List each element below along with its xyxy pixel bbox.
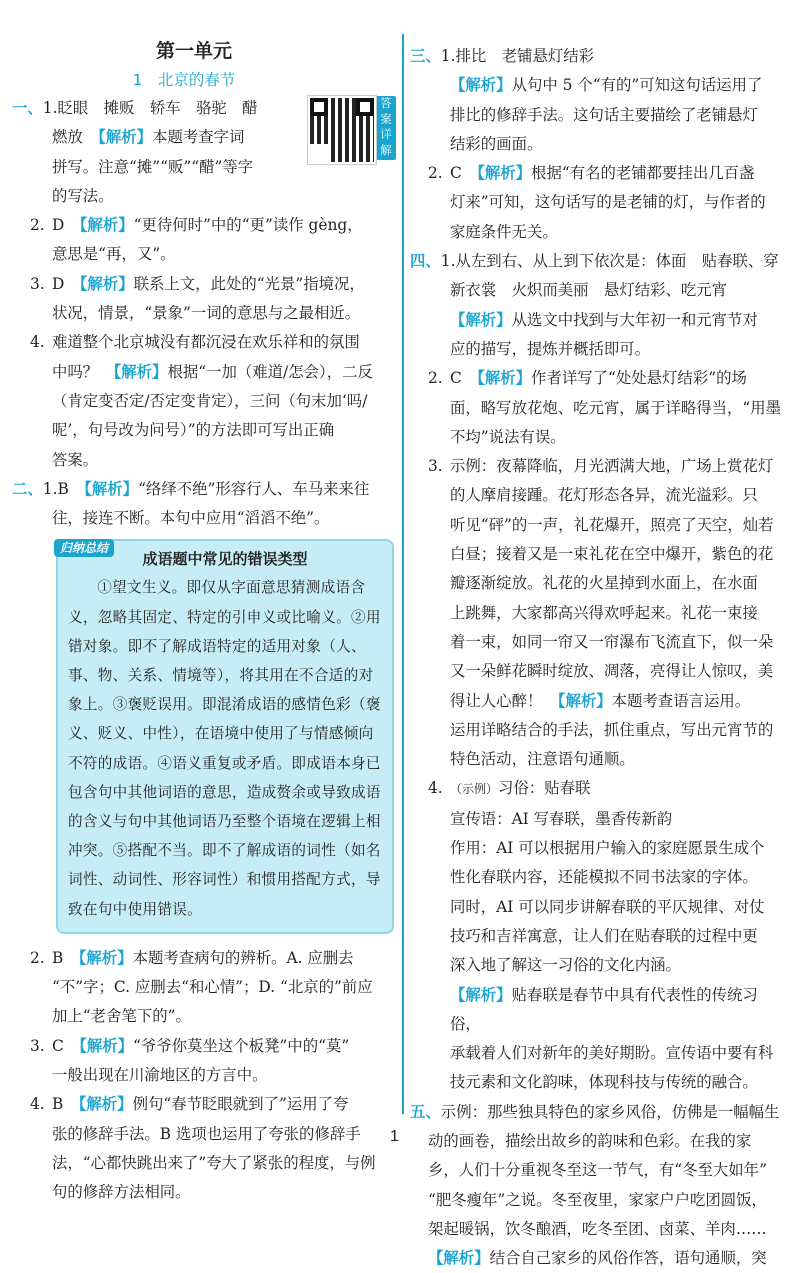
q-number: 3.: [428, 457, 443, 476]
section-1-q2: [12, 211, 396, 240]
summary-title: 成语题中常见的错误类型: [142, 550, 308, 569]
analysis-text: 根据“一加（难道/怎会），二反: [167, 362, 373, 381]
analysis-text: 灯来”可知，这句话写的是老铺的灯，与作者的: [450, 193, 766, 212]
analysis-text: 联系上文，此处的“光景”指境况，: [133, 274, 365, 293]
section-3-q1: [410, 42, 788, 71]
analysis-tag: 【解析】: [84, 479, 139, 498]
answer-text: 新衣裳 火炽而美丽 悬灯结彩、吃元宵: [450, 281, 728, 300]
q-number: 2.: [30, 948, 45, 967]
answer-text: 乡，人们十分重视冬至这一节气，有“冬至大如年”: [428, 1161, 767, 1180]
section-2-q1: [12, 475, 396, 504]
answer-text: 作用：AI 可以根据用户输入的家庭愿景生成个: [450, 839, 765, 858]
analysis-tag: 【解析】: [98, 128, 153, 147]
analysis-text: 本题考查语言运用。: [611, 691, 751, 710]
analysis-text: 的写法。: [52, 186, 114, 205]
answer-text: 得让人心醉！: [450, 691, 558, 710]
analysis-text: 贴春联是春节中具有代表性的传统习俗，: [450, 985, 758, 1033]
analysis-text: 面，略写放花炮、吃元宵，属于详略得当，“用墨: [450, 398, 782, 417]
analysis-text: “不”字；C. 应删去“和心情”；D. “北京的”前应: [52, 978, 373, 997]
qr-code-icon[interactable]: [308, 96, 376, 164]
section-2-q4: [12, 1090, 396, 1119]
answer-choice: D: [52, 216, 80, 235]
answer-text: 难道整个北京城没有都沉浸在欢乐祥和的氛围: [52, 333, 360, 352]
right-column: [410, 42, 788, 1273]
section-2-q2: [12, 944, 396, 973]
section-mark-5: 五、: [410, 1102, 441, 1121]
analysis-tag: 【解析】: [113, 362, 168, 381]
analysis-text: 应的描写，提炼并概括即可。: [450, 339, 651, 358]
answer-text: 习俗：贴春联: [498, 779, 591, 798]
answer-text: 上跳舞，大家都高兴得欢呼起来。礼花一束接: [450, 603, 758, 622]
q-number: 2.: [30, 216, 45, 235]
section-mark-2: 二、: [12, 479, 43, 498]
analysis-tag: 【解析】: [428, 1249, 490, 1268]
answer-text: 架起暖锅，饮冬酿酒，吃冬至团、卤菜、羊肉……: [428, 1219, 767, 1238]
answer-text: 着一束，如同一帘又一帘瀑布飞流直下，似一朵: [450, 632, 774, 651]
analysis-tag: 【解析】: [450, 985, 512, 1004]
column-divider: [402, 34, 404, 1114]
analysis-tag: 【解析】: [477, 164, 532, 183]
summary-body: ①望文生义。即仅从字面意思猜测成语含义，忽略其固定、特定的引申义或比喻义。②用错对象。即不了解成语特定的适用对象（人、事、物、关系、情境等），将其用在不合适的对象上。③褒贬误用。即混淆成语的感情色彩（褒义、贬义、中性），在语境中使用了与情感倾向不符的成语。④语义重复或矛盾。即成语本身已包含句中其他词语的意思，造成赘余或导致成语的含义与句中其他词语乃至整个语境在逻辑上相冲突。⑤搭配不当。即不了解成语的词性（如名词性、动词性、形容词性）和惯用搭配方式，导致在句中使用错误。: [68, 579, 381, 918]
analysis-text: 不均”说法有误。: [450, 427, 566, 446]
analysis-text: 一般出现在川渝地区的方言中。: [52, 1066, 268, 1085]
summary-badge: 归纳总结: [54, 539, 114, 557]
analysis-text: 句的修辞方法相同。: [52, 1183, 191, 1202]
answer-text: 眨眼 摊贩 轿车 骆驼 醋: [57, 99, 258, 117]
example-note: （示例）: [450, 782, 499, 797]
q-number: 3.: [30, 274, 45, 293]
analysis-text: 拼写。注意“摊”“贩”“醋”等字: [52, 157, 254, 176]
analysis-text: 本题考查病句的辨析。A. 应删去: [132, 948, 354, 967]
analysis-text: “更待何时”中的“更”读作 gèng，: [133, 216, 363, 235]
analysis-tag: 【解析】: [79, 216, 134, 235]
answer-choice: B: [57, 479, 85, 498]
answer-text: 宣传语：AI 写春联，墨香传新韵: [450, 809, 673, 828]
analysis-text: 技元素和文化韵味，体现科技与传统的融合。: [450, 1073, 758, 1092]
section-2-q3: [12, 1032, 396, 1061]
section-1-q3: [12, 270, 396, 299]
analysis-tag: 【解析】: [450, 310, 512, 329]
analysis-text: 从句中 5 个“有的”可知这句话运用了: [511, 76, 763, 95]
qr-label: 答案详解: [376, 96, 396, 160]
answer-choice: C: [450, 369, 478, 388]
section-4-q1: [410, 247, 788, 276]
analysis-text: 意思是“再，又”。: [52, 245, 176, 264]
analysis-text: 根据“有名的老铺都要挂出几百盏: [531, 164, 755, 183]
q-number: 2.: [428, 164, 443, 183]
section-5: [410, 1098, 788, 1127]
section-4-q4: [410, 774, 788, 804]
analysis-text: 答案。: [52, 450, 99, 469]
section-mark-3: 三、: [410, 47, 441, 65]
q-number: 1.: [440, 252, 456, 271]
analysis-text: 往，接连不断。本句中应用“滔滔不绝”。: [52, 509, 330, 528]
section-3-q2: [410, 159, 788, 188]
analysis-text: 状况，情景，“景象”一词的意思与之最相近。: [52, 304, 361, 323]
answer-choice: B: [52, 1095, 79, 1114]
page-number: 1: [390, 1128, 399, 1145]
analysis-tag: 【解析】: [450, 76, 512, 95]
section-mark-4: 四、: [410, 252, 441, 271]
analysis-text: 排比的修辞手法。这句话主要描绘了老铺悬灯: [450, 105, 758, 124]
q-number: 4.: [428, 779, 443, 798]
analysis-text: 法，“心都快跳出来了”夸大了紧张的程度，与例: [52, 1153, 376, 1172]
answer-text: 技巧和吉祥寓意，让人们在贴春联的过程中更: [450, 926, 758, 945]
answer-text: 瓣逐渐绽放。礼花的火星掉到水面上，在水面: [450, 574, 758, 593]
q-number: 3.: [30, 1036, 45, 1055]
analysis-tag: 【解析】: [78, 1095, 133, 1114]
unit-title: 第一单元: [155, 40, 232, 62]
analysis-text: 家庭条件无关。: [450, 222, 558, 241]
answer-text: 白昼；接着又是一束礼花在空中爆开，紫色的花: [450, 545, 774, 564]
q-number: 1.: [42, 479, 58, 498]
analysis-tag: 【解析】: [79, 274, 134, 293]
q-number: 4.: [30, 1095, 45, 1114]
answer-choice: D: [52, 274, 80, 293]
section-1-q4: [12, 328, 396, 357]
analysis-tag: 【解析】: [78, 948, 133, 967]
analysis-text: 结彩的画面。: [450, 134, 543, 153]
answer-choice: B: [52, 948, 79, 967]
answer-text: 性化春联内容，还能模拟不同书法家的字体。: [450, 868, 758, 887]
section-1-q1: [12, 94, 396, 182]
analysis-text: 呢’，句号改为问号）”的方法即可写出正确: [52, 421, 335, 440]
q-number: 2.: [428, 369, 443, 388]
analysis-text: 从选文中找到与大年初一和元宵节对: [511, 310, 758, 329]
left-column: [12, 36, 396, 1208]
answer-text: 的人摩肩接踵。花灯形态各异，流光溢彩。只: [450, 486, 758, 505]
answer-choice: C: [450, 164, 478, 183]
analysis-tag: 【解析】: [477, 369, 532, 388]
analysis-text: （肯定变否定/否定变肯定），三问（句末加‘吗/: [52, 391, 368, 410]
section-4-q2: [410, 364, 788, 393]
answer-text: “肥冬瘦年”之说。冬至夜里，家家户户吃团圆饭，: [428, 1190, 767, 1209]
analysis-tag: 【解析】: [557, 691, 612, 710]
analysis-text: 张的修辞手法。B 选项也运用了夸张的修辞手: [52, 1124, 361, 1143]
answer-text: 深入地了解这一习俗的文化内涵。: [450, 956, 681, 975]
answer-text: 示例：夜幕降临，月光洒满大地，广场上赏花灯: [450, 457, 774, 476]
q-number: 1.: [42, 99, 58, 117]
answer-text: 动的画卷，描绘出故乡的韵味和色彩。在我的家: [428, 1131, 752, 1150]
answer-text: 从左到右、从上到下依次是：体面 贴春联、穿: [455, 252, 779, 271]
analysis-text: 作者详写了“处处悬灯结彩”的场: [531, 369, 747, 388]
answer-text: 听见“砰”的一声，礼花爆开，照亮了天空，灿若: [450, 515, 774, 534]
q-number: 4.: [30, 333, 45, 352]
analysis-text: “爷爷你莫坐这个板凳”中的“莫”: [133, 1036, 350, 1055]
analysis-text: 特色活动，注意语句通顺。: [450, 750, 635, 769]
answer-text: 又一朵鲜花瞬时绽放、凋落，亮得让人惊叹，美: [450, 662, 774, 681]
analysis-text: 结合自己家乡的风俗作答，语句通顺，突: [489, 1249, 767, 1268]
section-4-q3: [410, 452, 788, 481]
answer-text: 排比 老铺悬灯结彩: [455, 47, 595, 65]
q-number: 1.: [440, 47, 456, 65]
analysis-text: 加上“老舍笔下的”。: [52, 1007, 191, 1026]
answer-choice: C: [52, 1036, 80, 1055]
lesson-title: 1 北京的春节: [132, 71, 236, 89]
summary-box: [56, 539, 394, 933]
answer-text: 燃放: [52, 128, 99, 147]
answer-text: 示例：那些独具特色的家乡风俗，仿佛是一幅幅生: [440, 1102, 780, 1121]
section-mark-1: 一、: [12, 99, 43, 117]
analysis-text: 承载着人们对新年的美好期盼。宣传语中要有科: [450, 1044, 774, 1063]
answer-text: 同时，AI 可以同步讲解春联的平仄规律、对仗: [450, 897, 765, 916]
analysis-tag: 【解析】: [79, 1036, 134, 1055]
analysis-text: 例句“春节眨眼就到了”运用了夸: [132, 1095, 349, 1114]
analysis-text: 本题考查字词: [152, 128, 245, 147]
analysis-text: “络绎不绝”形容行人、车马来来往: [138, 479, 370, 498]
answer-text: 中吗？: [52, 362, 114, 381]
analysis-text: 运用详略结合的手法，抓住重点，写出元宵节的: [450, 720, 774, 739]
